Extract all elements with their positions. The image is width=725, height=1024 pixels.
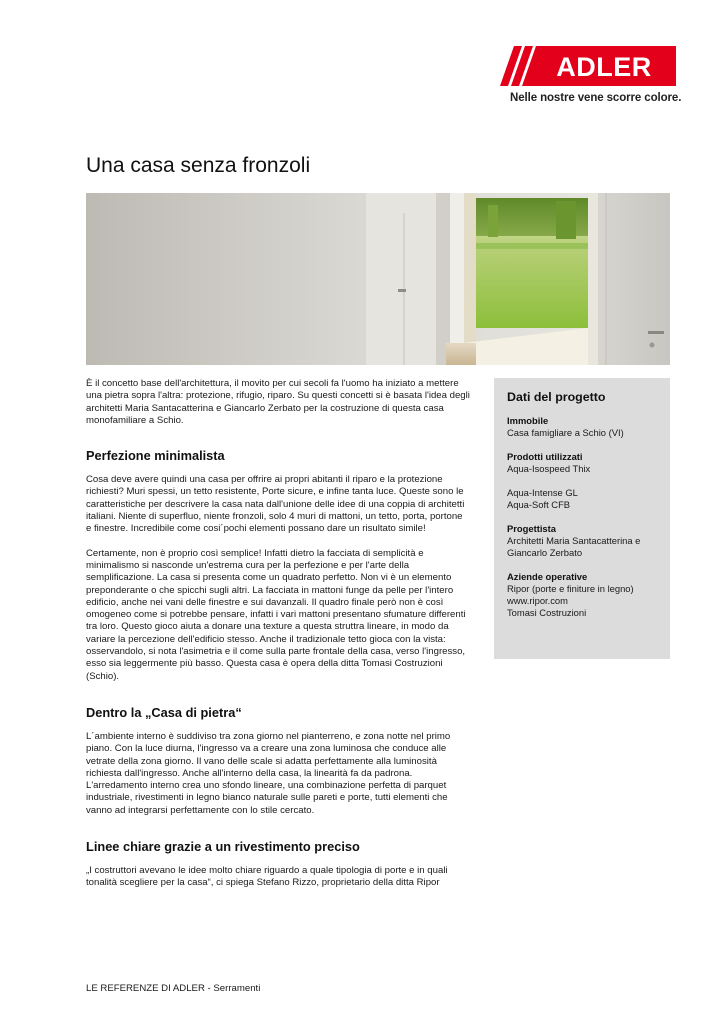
hero-image xyxy=(86,193,670,365)
project-data-link[interactable]: www.ripor.com xyxy=(507,595,568,606)
project-data-label: Immobile xyxy=(507,415,549,426)
project-data-group xyxy=(507,523,658,559)
project-data-group xyxy=(507,451,658,511)
adler-logo xyxy=(500,46,682,108)
paragraph: Certamente, non è proprio così semplice! Infatti dietro la facciata di semplicità e minimalismo si nasconde un'estrema cura per la perfezione e per l'arte della semplificazione. La casa si presenta come un quadrato perfetto. Non vi è un elemento preponderante o che spicchi sugli altri. La facciata in mattoni funge da pelle per l'intero edificio, anche nei vani delle finestre e sui davanzali. Il quadro finale però non è così omogeneo come si potrebbe pensare, infatti i vari mattoni presentano sfumature differenti tra loro. Questo gioco aiuta a donare una texture a questa struttra lineare, in modo da variare la percezione dell'edificio stesso. Anche il tradizionale tetto gioca con la vista: osservandolo, si nota l'asimetria e il come sulla parte frontale della casa, verso l'ingresso, esso sia leggermente più basso. Questa casa è opera della ditta Tomasi Costruzioni (Schio). xyxy=(86,547,466,682)
project-data-box xyxy=(494,378,670,659)
project-data-value: Casa famigliare a Schio (VI) xyxy=(507,427,624,438)
project-data-value: Architetti Maria Santacatterina e Giancarlo Zerbato xyxy=(507,535,641,558)
paragraph: Cosa deve avere quindi una casa per offrire ai propri abitanti il riparo e la protezione richiesti? Muri spessi, un tetto resistente, Porte sicure, e infine tanta luce. Queste sono le caratteristiche per descrivere la casa nata dall'unione delle idee di una coppia di architetti italiani. Niente di superfluo, niente fronzoli, solo 4 muri di mattoni, un tetto, porta, portone e finestre. Incredibile come cosi´pochi elementi possano dare un risultato simile! xyxy=(86,474,465,535)
main-column xyxy=(86,378,470,890)
project-data-value: Ripor (porte e finiture in legno) xyxy=(507,583,634,594)
project-data-label: Prodotti utilizzati xyxy=(507,451,583,462)
paragraph: L´ambiente interno è suddiviso tra zona giorno nel pianterreno, e zona notte nel primo piano. Con la luce diurna, l'ingresso va a creare una zona luminosa che conduce alle vetrate della zona giorno. Il vano delle scale si adatta perfettamente alla luminosità richiesta dall'ingresso. Anche all'interno della casa, la linearità fa da padrona. L'arredamento interno crea uno sfondo lineare, una combinazione perfetta di parquet industriale, rivestimenti in legno bianco naturale sulle pareti e porte, tutti elementi che vanno ad integrarsi perfettamente con lo stile cercato. xyxy=(86,730,451,816)
page-footer: LE REFERENZE DI ADLER - Serramenti xyxy=(86,983,261,994)
intro-text: È il concetto base dell'architettura, il movito per cui secoli fa l'uomo ha iniziato a mettere una pietra sopra l'altra: protezione, rifugio, riparo. Su questi concetti si è basata l'idea degli architetti Maria Santacatterina e Giancarlo Zerbato per la costruzione di questa casa monofamiliare a Schio. xyxy=(86,378,470,426)
project-data-value: Aqua-Soft CFB xyxy=(507,499,571,510)
section-heading-linee: Linee chiare grazie a un rivestimento preciso xyxy=(86,839,360,855)
project-data-value: Aqua-Isospeed Thix xyxy=(507,463,591,474)
logo-wordmark: ADLER xyxy=(556,52,652,82)
project-data-value: Tomasi Costruzioni xyxy=(507,607,587,618)
project-data-value: Aqua-Intense GL xyxy=(507,487,578,498)
section-heading-perfezione: Perfezione minimalista xyxy=(86,448,225,464)
brand-slogan: Nelle nostre vene scorre colore. xyxy=(510,92,682,104)
paragraph: „I costruttori avevano le idee molto chiare riguardo a quale tipologia di porte e in quali tonalità scegliere per la casa“, ci spiega Stefano Rizzo, proprietario della ditta Ripor xyxy=(86,865,448,889)
project-data-group xyxy=(507,571,658,619)
project-data-label: Progettista xyxy=(507,523,556,534)
spacer xyxy=(507,475,658,487)
adler-logo-mark xyxy=(500,46,676,86)
project-data-title: Dati del progetto xyxy=(507,390,606,404)
section-heading-dentro: Dentro la „Casa di pietra“ xyxy=(86,704,242,720)
project-data-label: Aziende operative xyxy=(507,571,588,582)
project-data-group xyxy=(507,415,658,439)
page-title: Una casa senza fronzoli xyxy=(86,154,311,177)
